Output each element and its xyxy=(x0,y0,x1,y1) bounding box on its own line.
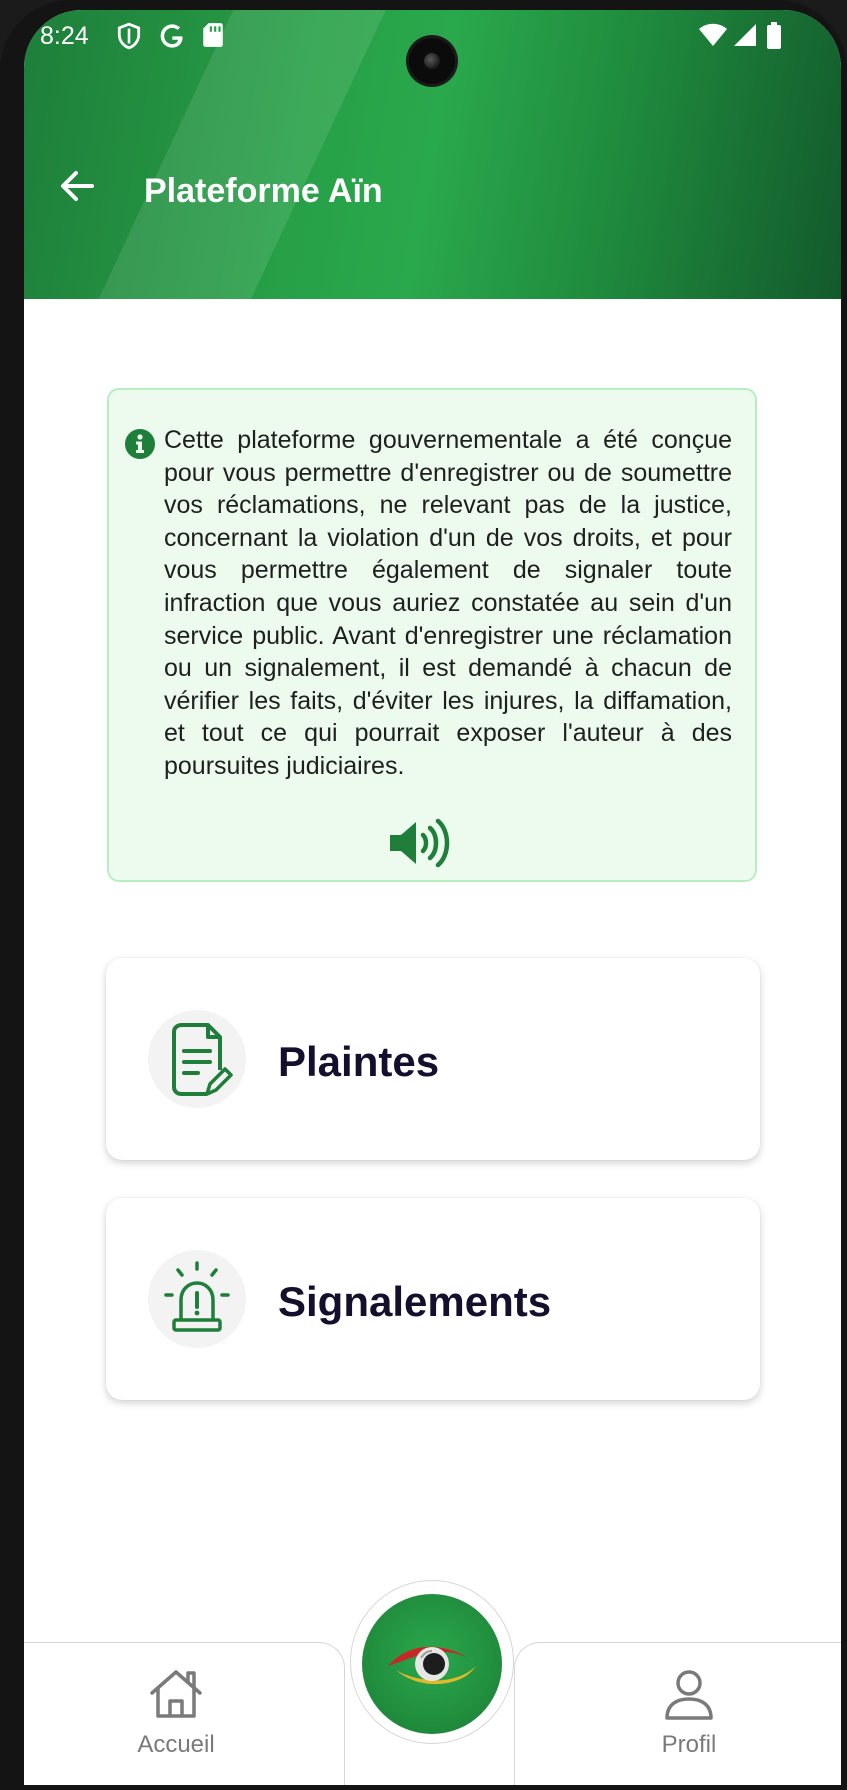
wifi-icon xyxy=(698,22,728,48)
cell-signal-icon xyxy=(732,22,758,48)
signalements-label: Signalements xyxy=(278,1278,552,1325)
front-camera xyxy=(409,38,455,84)
nav-home[interactable] xyxy=(106,1668,246,1759)
plaintes-card[interactable] xyxy=(106,958,760,1160)
status-time: 8:24 xyxy=(40,22,89,50)
signalements-icon-circle xyxy=(148,1250,246,1348)
nav-profile-label: Profil xyxy=(661,1731,717,1758)
nav-profile[interactable] xyxy=(619,1668,759,1759)
app-screen xyxy=(24,10,841,1785)
battery-icon xyxy=(766,22,782,50)
page-title: Plateforme Aïn xyxy=(144,172,383,210)
shield-icon xyxy=(116,22,142,50)
user-icon xyxy=(663,1668,715,1720)
nav-home-label: Accueil xyxy=(137,1731,215,1758)
info-circle-icon xyxy=(124,428,156,460)
sd-card-icon xyxy=(202,22,224,48)
arrow-left-icon[interactable] xyxy=(54,162,102,210)
plaintes-label: Plaintes xyxy=(278,1038,440,1085)
home-icon xyxy=(148,1668,204,1720)
app-header xyxy=(24,10,841,299)
alarm-siren-icon xyxy=(158,1260,236,1338)
document-pen-icon xyxy=(158,1020,236,1098)
center-logo-button[interactable] xyxy=(362,1594,502,1734)
info-text: Cette plateforme gouvernementale a été conçue pour vous permettre d'enregistrer ou de soumettre vos réclamations, ne relevant pas de la justice, concernant la violation d'un de vos droits, et pour vous permettre également de signaler toute infraction que vous auriez constatée au sein d'un service public. Avant d'enregistrer une réclamation ou un signalement, il est demandé à chacun de vérifier les faits, d'éviter les injures, la diffamation, et tout ce qui pourrait exposer l'auteur à des poursuites judiciaires. xyxy=(164,426,732,780)
google-g-icon xyxy=(158,22,186,50)
speaker-volume-icon[interactable] xyxy=(388,818,454,868)
info-notice xyxy=(107,388,757,882)
plaintes-icon-circle xyxy=(148,1010,246,1108)
signalements-card[interactable] xyxy=(106,1198,760,1400)
eye-logo-icon xyxy=(362,1594,502,1734)
